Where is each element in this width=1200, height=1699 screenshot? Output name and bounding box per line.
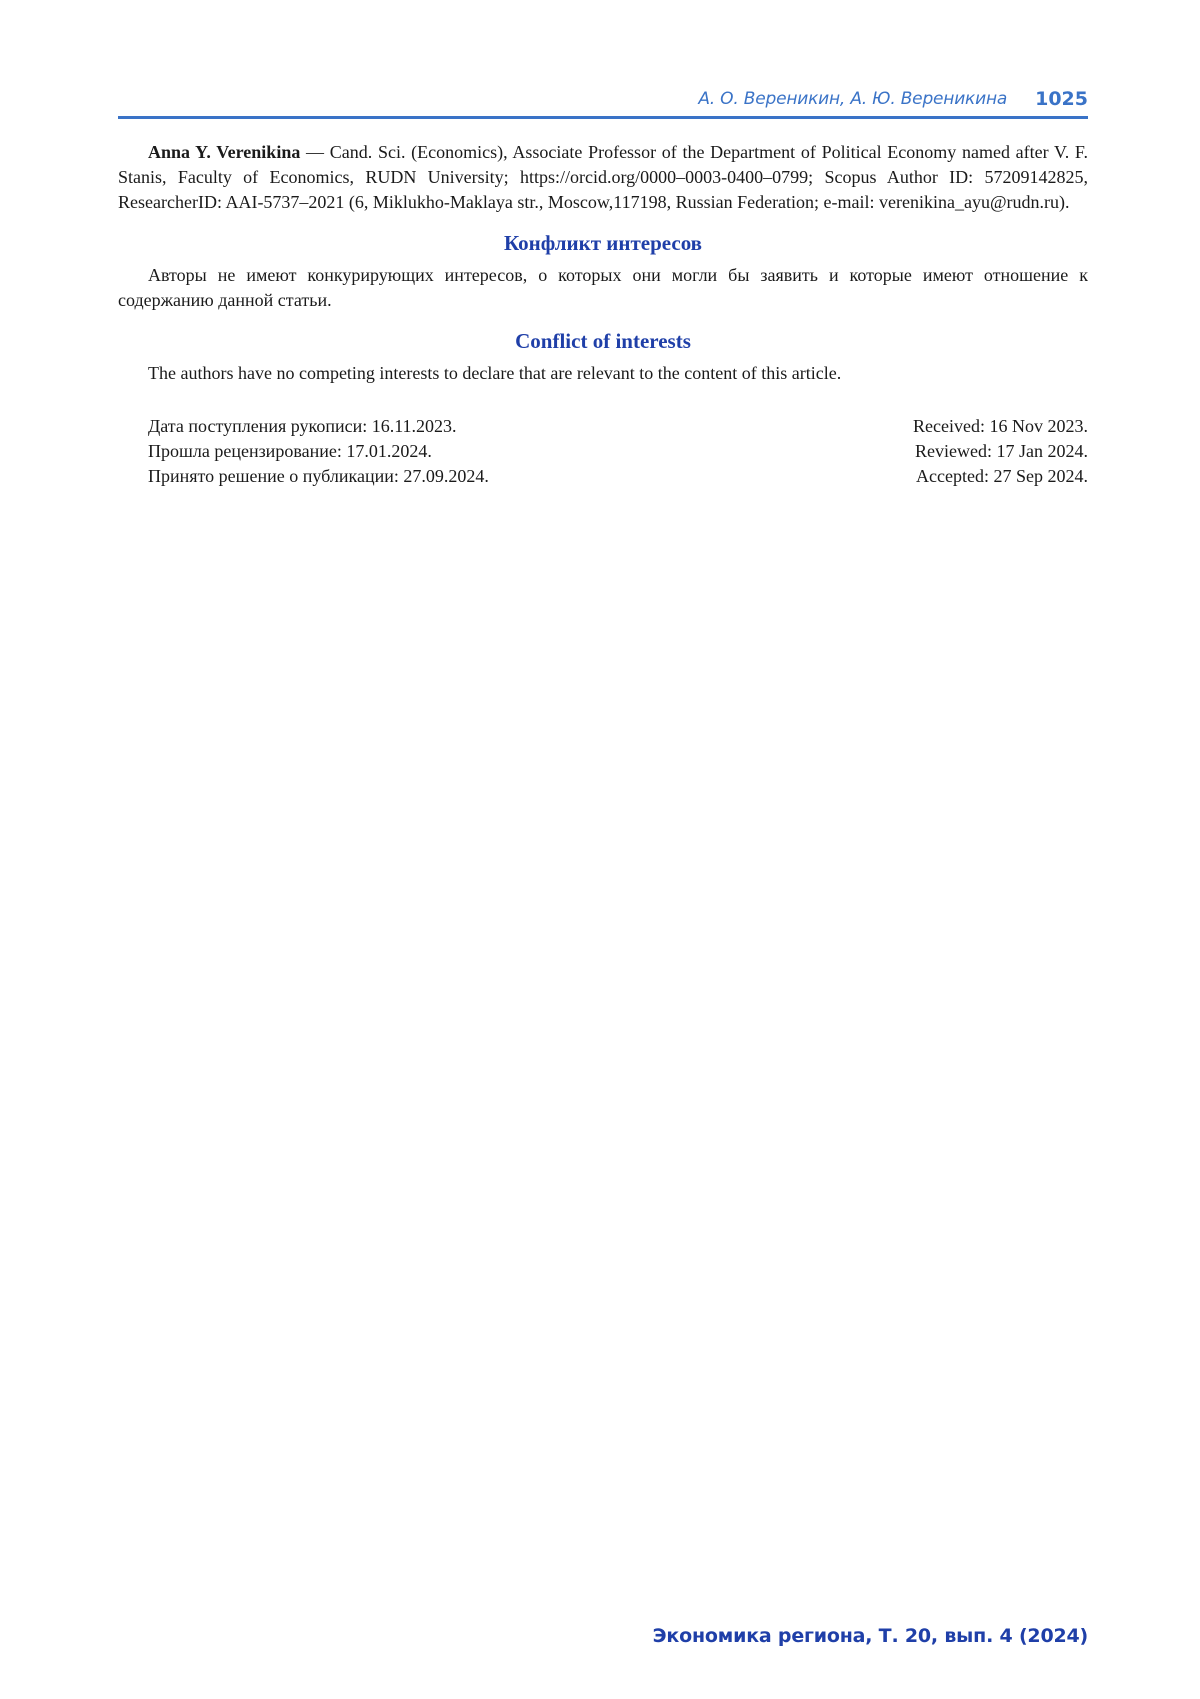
author-bio [118, 140, 1088, 215]
date-accepted-en: Accepted: 27 Sep 2024. [916, 466, 1088, 486]
journal-footer: Экономика региона, Т. 20, вып. 4 (2024) [652, 1625, 1088, 1647]
conflict-text-ru: Авторы не имеют конкурирующих интересов, о которых они могли бы заявить и которые имеют отношение к содержанию данной статьи. [118, 265, 1088, 310]
page-content [118, 140, 1088, 489]
date-reviewed-ru: Прошла рецензирование: 17.01.2024. [148, 441, 432, 461]
conflict-text-en: The authors have no competing interests to declare that are relevant to the content of this article. [148, 363, 842, 383]
date-reviewed-en: Reviewed: 17 Jan 2024. [915, 441, 1088, 461]
author-bio-text: — Cand. Sci. (Economics), Associate Professor of the Department of Political Economy named after V. F. Stanis, Faculty of Economics, RUDN University; https://orcid.org/0000–0003-0400–0799; Scopus Author ID: 57209142825, ResearcherID: AAI-5737–2021 (6, Miklukho-Maklaya str., Moscow,117198, Russian Federation; e-mail: verenikina_ayu@rudn.ru). [118, 142, 1088, 212]
header-rule [118, 116, 1088, 119]
dates-russian [148, 414, 489, 489]
date-accepted-ru: Принято решение о публикации: 27.09.2024. [148, 466, 489, 486]
date-received-ru: Дата поступления рукописи: 16.11.2023. [148, 416, 457, 436]
author-bio-name: Anna Y. Verenikina [148, 142, 301, 162]
running-header [118, 84, 1088, 114]
conflict-heading-en: Conflict of interests [515, 329, 691, 353]
conflict-heading-ru: Конфликт интересов [503, 231, 703, 255]
manuscript-dates [118, 414, 1088, 489]
page-number: 1025 [1035, 88, 1088, 110]
date-received-en: Received: 16 Nov 2023. [913, 416, 1088, 436]
header-authors: А. О. Вереникин, А. Ю. Вереникина [698, 89, 1008, 109]
dates-english [913, 414, 1088, 489]
